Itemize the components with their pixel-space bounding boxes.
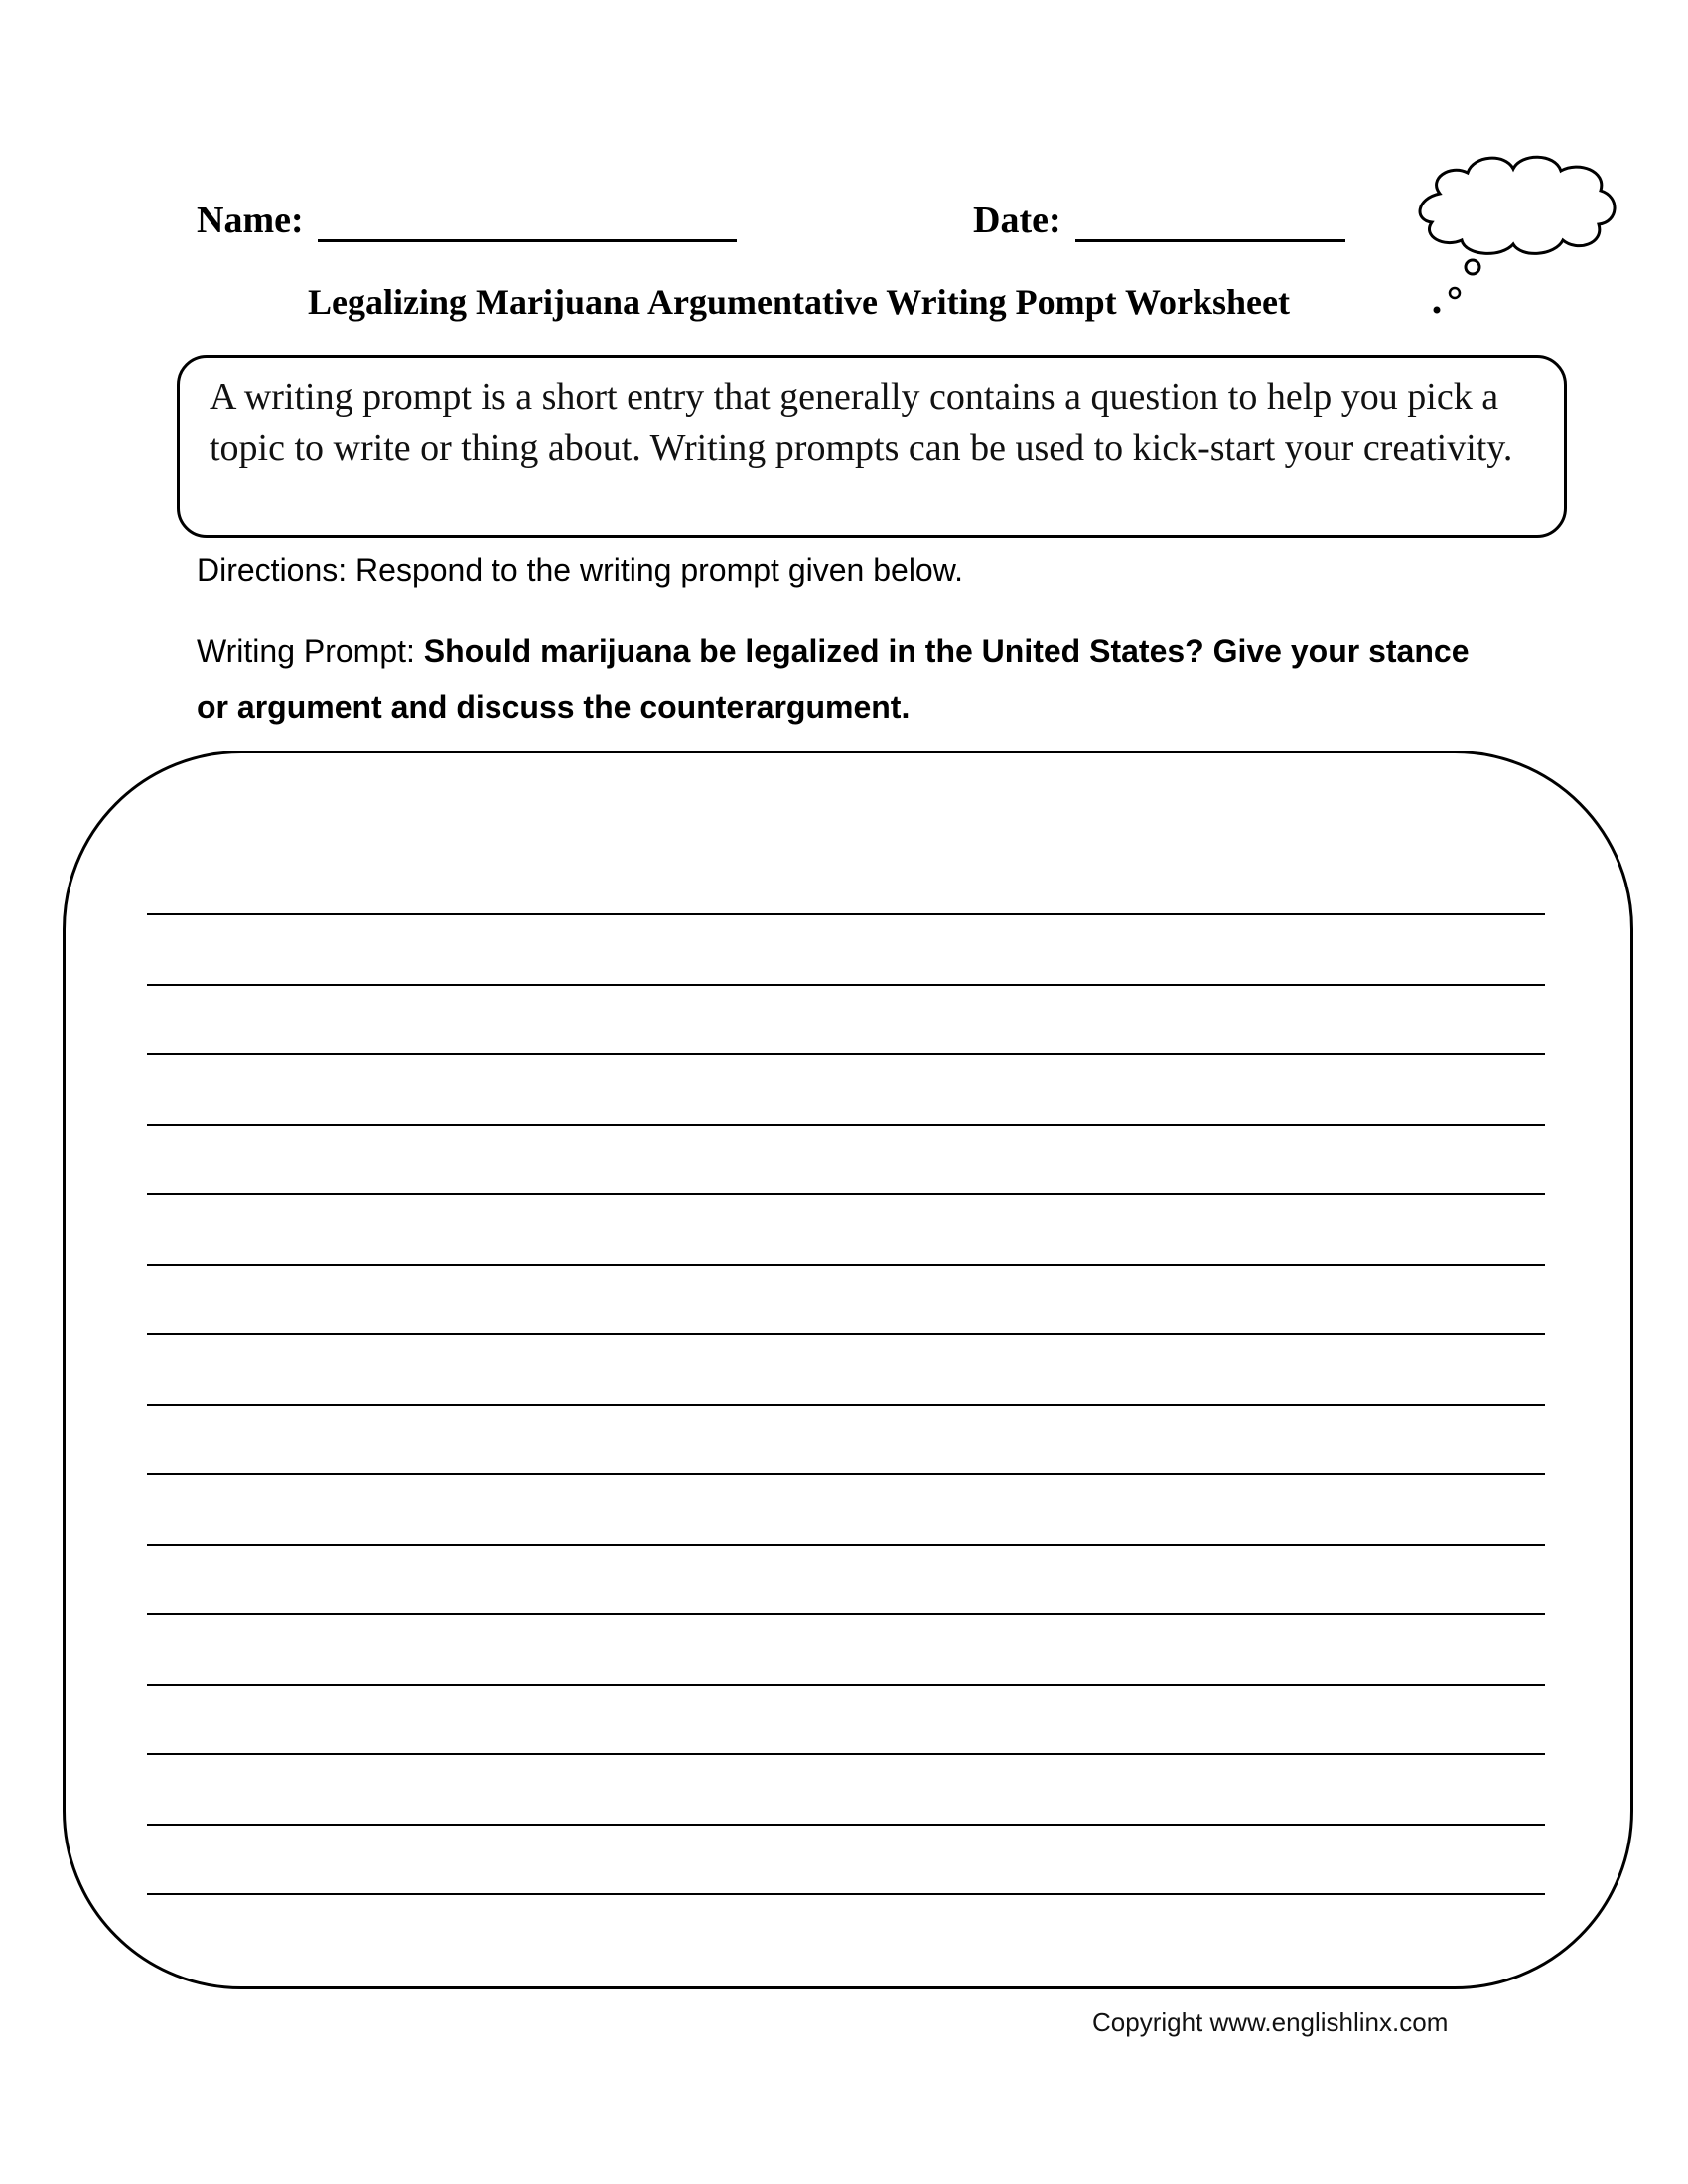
date-field[interactable] <box>973 199 1345 242</box>
writing-prompt <box>197 623 1487 735</box>
answer-line[interactable] <box>147 1544 1545 1546</box>
answer-line[interactable] <box>147 1824 1545 1826</box>
answer-line[interactable] <box>147 1333 1545 1335</box>
answer-line[interactable] <box>147 984 1545 986</box>
answer-line[interactable] <box>147 1124 1545 1126</box>
answer-line[interactable] <box>147 1193 1545 1195</box>
intro-box <box>177 355 1567 538</box>
page-title: Legalizing Marijuana Argumentative Writing Pompt Worksheet <box>308 282 1290 322</box>
copyright: Copyright www.englishlinx.com <box>1092 2007 1449 2037</box>
answer-line[interactable] <box>147 1053 1545 1055</box>
answer-line[interactable] <box>147 1753 1545 1755</box>
name-field[interactable] <box>197 199 737 242</box>
directions: Directions: Respond to the writing prompt given below. <box>197 552 963 588</box>
prompt-label: Writing Prompt: <box>197 633 424 669</box>
name-label: Name: <box>197 200 304 241</box>
answer-line[interactable] <box>147 1613 1545 1615</box>
name-blank[interactable] <box>318 209 737 242</box>
answer-line[interactable] <box>147 1264 1545 1266</box>
answer-line[interactable] <box>147 913 1545 915</box>
answer-line[interactable] <box>147 1893 1545 1895</box>
date-label: Date: <box>973 200 1061 241</box>
answer-line[interactable] <box>147 1473 1545 1475</box>
date-blank[interactable] <box>1075 209 1345 242</box>
answer-box[interactable] <box>63 751 1633 1989</box>
thought-cloud-icon <box>1410 149 1628 323</box>
intro-text: A writing prompt is a short entry that generally contains a question to help you pick a topic to write or thing about. Writing prompts can be used to kick-start your creativity. <box>210 376 1513 469</box>
prompt-text: Should marijuana be legalized in the United States? Give your stance or argument and discuss the counterargument. <box>197 633 1470 725</box>
answer-line[interactable] <box>147 1684 1545 1686</box>
answer-line[interactable] <box>147 1404 1545 1406</box>
